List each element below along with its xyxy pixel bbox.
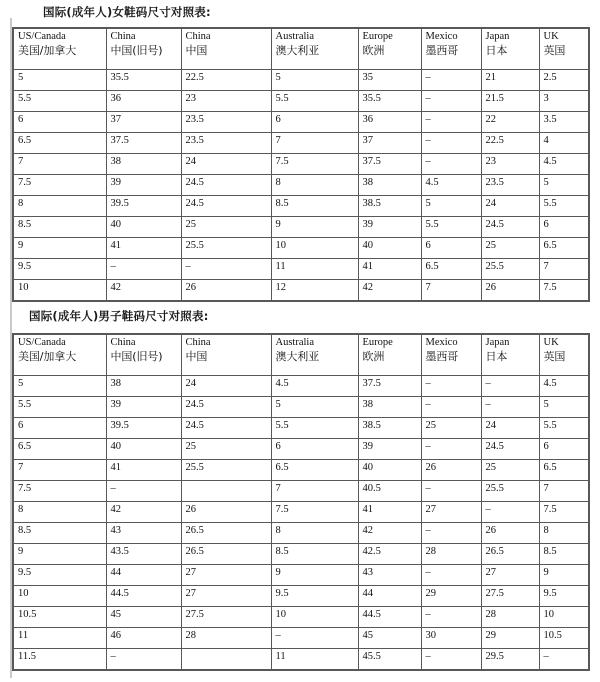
table-cell: 6 (13, 112, 106, 133)
table-cell: 6.5 (13, 439, 106, 460)
table-cell: 8 (539, 523, 589, 544)
table-cell: 46 (106, 628, 181, 649)
table-cell: 42.5 (358, 544, 421, 565)
column-header-en: Australia (275, 337, 314, 348)
table-cell: 11 (271, 649, 358, 671)
table-cell: 39 (106, 175, 181, 196)
table-cell: 5.5 (539, 196, 589, 217)
table-cell: 25 (481, 460, 539, 481)
column-header-men-0 (13, 334, 106, 376)
table-cell: 38 (106, 154, 181, 175)
table-cell: 7 (271, 133, 358, 154)
table-cell: 5.5 (13, 91, 106, 112)
table-cell: 22.5 (481, 133, 539, 154)
column-header-women-6 (481, 28, 539, 70)
table-cell: 43.5 (106, 544, 181, 565)
table-cell: 4.5 (539, 154, 589, 175)
table-cell: 41 (106, 238, 181, 259)
column-header-en: Australia (275, 31, 314, 42)
table-cell: – (539, 649, 589, 671)
table-cell: – (421, 133, 481, 154)
table-cell: 39 (358, 439, 421, 460)
table-cell: 6 (421, 238, 481, 259)
table-cell: 25 (181, 217, 271, 238)
table-cell: 25.5 (481, 481, 539, 502)
table-cell: 26 (181, 280, 271, 302)
column-header-cn: 英国 (543, 43, 566, 57)
table-cell: – (421, 649, 481, 671)
table-cell: 36 (106, 91, 181, 112)
table-cell: 25.5 (181, 460, 271, 481)
table-cell: 44.5 (358, 607, 421, 628)
table-cell: 38 (358, 397, 421, 418)
table-cell: 8.5 (271, 544, 358, 565)
column-header-women-1 (106, 28, 181, 70)
table-cell: 42 (358, 523, 421, 544)
table-cell: 24 (181, 154, 271, 175)
table-cell: 40.5 (358, 481, 421, 502)
column-header-women-0 (13, 28, 106, 70)
table-cell: – (271, 628, 358, 649)
table-header-women (13, 28, 589, 70)
table-cell: 24.5 (481, 217, 539, 238)
table-cell: 23.5 (181, 133, 271, 154)
table-row (13, 112, 589, 133)
table-cell: 39 (358, 217, 421, 238)
table-cell: – (481, 376, 539, 397)
table-cell: 5 (539, 175, 589, 196)
column-header-men-5 (421, 334, 481, 376)
table-cell: 8.5 (13, 523, 106, 544)
table-cell: – (421, 376, 481, 397)
page-title-men: 国际(成年人)男子鞋码尺寸对照表: (29, 309, 209, 323)
column-header-en: Japan (485, 31, 510, 42)
table-cell: – (106, 649, 181, 671)
table-row (13, 259, 589, 280)
table-cell: 6.5 (13, 133, 106, 154)
table-cell: 5 (539, 397, 589, 418)
table-cell: – (421, 70, 481, 91)
table-cell: – (106, 481, 181, 502)
table-cell: 24 (481, 418, 539, 439)
table-row (13, 523, 589, 544)
table-cell: 24.5 (481, 439, 539, 460)
table-cell: 8 (13, 196, 106, 217)
table-row (13, 280, 589, 302)
column-header-men-3 (271, 334, 358, 376)
table-cell: 6.5 (539, 460, 589, 481)
table-cell: 37.5 (358, 154, 421, 175)
column-header-en: China (110, 31, 136, 42)
column-header-en: China (110, 337, 136, 348)
table-cell: 22 (481, 112, 539, 133)
table-cell: 9 (271, 217, 358, 238)
table-cell: 9 (539, 565, 589, 586)
column-header-men-1 (106, 334, 181, 376)
table-row (13, 70, 589, 91)
table-cell: 24.5 (181, 175, 271, 196)
table-cell: 9 (13, 544, 106, 565)
column-header-cn: 中国(旧号) (110, 349, 163, 363)
table-body-men (13, 376, 589, 671)
table-cell: 5 (271, 70, 358, 91)
table-cell: 37.5 (106, 133, 181, 154)
column-header-women-4 (358, 28, 421, 70)
column-header-cn: 美国/加拿大 (18, 349, 77, 363)
table-cell: – (481, 397, 539, 418)
table-cell: 6 (271, 439, 358, 460)
column-header-cn: 澳大利亚 (275, 349, 320, 363)
table-cell: 6.5 (421, 259, 481, 280)
column-header-cn: 欧洲 (362, 43, 385, 57)
table-cell: 9.5 (539, 586, 589, 607)
table-cell: 7.5 (539, 280, 589, 302)
table-row (13, 565, 589, 586)
column-header-cn: 中国(旧号) (110, 43, 163, 57)
table-cell: 27 (181, 565, 271, 586)
table-cell: 45 (358, 628, 421, 649)
table-cell: 35.5 (106, 70, 181, 91)
table-header-men (13, 334, 589, 376)
table-cell: 8 (271, 175, 358, 196)
table-body-women (13, 70, 589, 302)
column-header-men-4 (358, 334, 421, 376)
table-cell: 43 (106, 523, 181, 544)
table-cell: 22.5 (181, 70, 271, 91)
table-cell: 30 (421, 628, 481, 649)
table-cell: 38.5 (358, 418, 421, 439)
column-header-en: US/Canada (18, 31, 66, 42)
table-cell: 8.5 (539, 544, 589, 565)
table-row (13, 196, 589, 217)
table-cell: 37 (358, 133, 421, 154)
table-cell: 6.5 (539, 238, 589, 259)
table-cell: 21 (481, 70, 539, 91)
table-cell: 10.5 (539, 628, 589, 649)
table-cell: 44 (358, 586, 421, 607)
table-cell: 27 (181, 586, 271, 607)
table-cell: 4.5 (421, 175, 481, 196)
table-cell: 3.5 (539, 112, 589, 133)
table-cell: 21.5 (481, 91, 539, 112)
table-cell: 8 (13, 502, 106, 523)
table-cell: 29 (481, 628, 539, 649)
table-cell: 5.5 (271, 91, 358, 112)
column-header-cn: 日本 (485, 349, 508, 363)
table-cell: 45 (106, 607, 181, 628)
table-row (13, 154, 589, 175)
table-cell: 6.5 (271, 460, 358, 481)
table-cell: – (421, 91, 481, 112)
table-cell: 38 (358, 175, 421, 196)
table-cell: 6 (271, 112, 358, 133)
table-cell: 23 (181, 91, 271, 112)
table-cell: 42 (358, 280, 421, 302)
table-cell (181, 649, 271, 671)
table-cell: 42 (106, 280, 181, 302)
table-cell: 7.5 (539, 502, 589, 523)
table-cell: 41 (106, 460, 181, 481)
column-header-cn: 美国/加拿大 (18, 43, 77, 57)
table-cell: 7 (421, 280, 481, 302)
table-cell: 26 (181, 502, 271, 523)
table-cell: 12 (271, 280, 358, 302)
table-cell: – (421, 112, 481, 133)
table-cell: 24 (481, 196, 539, 217)
column-header-en: Japan (485, 337, 510, 348)
table-cell: 27.5 (181, 607, 271, 628)
column-header-en: UK (543, 337, 559, 348)
section-women-shoe-sizes (0, 2, 600, 293)
table-cell: 7 (539, 481, 589, 502)
table-cell: 25.5 (181, 238, 271, 259)
column-header-en: China (185, 31, 211, 42)
table-row (13, 544, 589, 565)
table-cell: 2.5 (539, 70, 589, 91)
table-cell: 5.5 (539, 418, 589, 439)
table-cell: 4 (539, 133, 589, 154)
table-cell: 7 (13, 460, 106, 481)
column-header-men-6 (481, 334, 539, 376)
table-cell: 36 (358, 112, 421, 133)
table-cell: 7.5 (13, 481, 106, 502)
column-header-women-3 (271, 28, 358, 70)
column-header-cn: 墨西哥 (425, 349, 459, 363)
table-cell: 27.5 (481, 586, 539, 607)
column-header-en: UK (543, 31, 559, 42)
table-row (13, 238, 589, 259)
table-cell: 10 (271, 607, 358, 628)
table-cell: 10 (13, 586, 106, 607)
column-header-cn: 中国 (185, 43, 208, 57)
table-cell: 27 (481, 565, 539, 586)
table-cell: 11 (271, 259, 358, 280)
table-cell: 37 (106, 112, 181, 133)
table-men-shoe-sizes (12, 333, 590, 671)
table-row (13, 607, 589, 628)
table-cell: 24.5 (181, 397, 271, 418)
table-cell: 28 (421, 544, 481, 565)
table-cell: 4.5 (271, 376, 358, 397)
table-cell: – (421, 154, 481, 175)
table-cell: 5.5 (13, 397, 106, 418)
table-cell: 11 (13, 628, 106, 649)
table-cell: 9 (271, 565, 358, 586)
table-cell: 6 (539, 439, 589, 460)
table-cell: 39.5 (106, 196, 181, 217)
table-cell: 29 (421, 586, 481, 607)
section-men-shoe-sizes (0, 308, 600, 680)
header-row (13, 334, 589, 376)
table-cell: 8 (271, 523, 358, 544)
table-cell: – (181, 259, 271, 280)
table-cell: 5 (13, 70, 106, 91)
table-cell: 10 (13, 280, 106, 302)
table-cell: 8.5 (271, 196, 358, 217)
column-header-en: Mexico (425, 337, 458, 348)
table-cell: – (421, 439, 481, 460)
table-cell: 7.5 (271, 502, 358, 523)
column-header-en: China (185, 337, 211, 348)
column-header-cn: 日本 (485, 43, 508, 57)
table-cell: 6 (13, 418, 106, 439)
column-header-women-2 (181, 28, 271, 70)
table-cell: 35.5 (358, 91, 421, 112)
table-cell: – (421, 481, 481, 502)
table-cell: 41 (358, 259, 421, 280)
header-row (13, 28, 589, 70)
table-row (13, 91, 589, 112)
table-cell: 40 (358, 238, 421, 259)
table-cell: 41 (358, 502, 421, 523)
column-header-men-2 (181, 334, 271, 376)
table-cell: 5 (13, 376, 106, 397)
table-cell: 26 (481, 523, 539, 544)
table-cell: 37.5 (358, 376, 421, 397)
table-cell: 38.5 (358, 196, 421, 217)
table-row (13, 376, 589, 397)
table-cell: 7.5 (13, 175, 106, 196)
column-header-cn: 欧洲 (362, 349, 385, 363)
table-cell: 11.5 (13, 649, 106, 671)
table-cell: 7 (271, 481, 358, 502)
column-header-en: US/Canada (18, 337, 66, 348)
table-cell: 40 (106, 439, 181, 460)
table-cell: 9 (13, 238, 106, 259)
column-header-cn: 英国 (543, 349, 566, 363)
table-row (13, 628, 589, 649)
table-cell: 45.5 (358, 649, 421, 671)
table-row (13, 418, 589, 439)
table-cell: 24.5 (181, 418, 271, 439)
table-row (13, 649, 589, 671)
table-cell: 44.5 (106, 586, 181, 607)
table-cell: 23 (481, 154, 539, 175)
page-title-women: 国际(成年人)女鞋码尺寸对照表: (43, 5, 211, 19)
table-cell: 10 (271, 238, 358, 259)
table-cell: 27 (421, 502, 481, 523)
table-cell: 25.5 (481, 259, 539, 280)
table-row (13, 586, 589, 607)
table-cell: 9.5 (271, 586, 358, 607)
table-row (13, 397, 589, 418)
table-cell: 29.5 (481, 649, 539, 671)
table-cell: 26.5 (481, 544, 539, 565)
table-cell: – (421, 607, 481, 628)
table-cell: – (481, 502, 539, 523)
table-cell: – (421, 523, 481, 544)
table-women-shoe-sizes (12, 27, 590, 302)
table-cell: 26 (481, 280, 539, 302)
table-cell: 44 (106, 565, 181, 586)
table-cell: 5 (421, 196, 481, 217)
table-cell: 6 (539, 217, 589, 238)
table-cell: – (421, 397, 481, 418)
table-cell: 5 (271, 397, 358, 418)
table-row (13, 460, 589, 481)
table-row (13, 481, 589, 502)
table-cell: 38 (106, 376, 181, 397)
column-header-en: Mexico (425, 31, 458, 42)
column-header-cn: 澳大利亚 (275, 43, 320, 57)
table-cell: 8.5 (13, 217, 106, 238)
table-cell: 28 (181, 628, 271, 649)
table-cell: 26 (421, 460, 481, 481)
table-cell: 24.5 (181, 196, 271, 217)
table-cell: 23.5 (181, 112, 271, 133)
column-header-en: Europe (362, 337, 393, 348)
table-cell: 40 (358, 460, 421, 481)
table-cell: – (106, 259, 181, 280)
table-row (13, 217, 589, 238)
table-cell: 24 (181, 376, 271, 397)
table-cell: 40 (106, 217, 181, 238)
column-header-cn: 墨西哥 (425, 43, 459, 57)
table-cell: 42 (106, 502, 181, 523)
table-cell: 10.5 (13, 607, 106, 628)
table-cell: 35 (358, 70, 421, 91)
table-cell: 43 (358, 565, 421, 586)
column-header-women-5 (421, 28, 481, 70)
table-cell: 23.5 (481, 175, 539, 196)
table-cell: 25 (181, 439, 271, 460)
table-cell: 26.5 (181, 523, 271, 544)
table-cell: 7.5 (271, 154, 358, 175)
table-cell: 7 (13, 154, 106, 175)
table-cell: 39.5 (106, 418, 181, 439)
column-header-en: Europe (362, 31, 393, 42)
table-cell: 4.5 (539, 376, 589, 397)
table-row (13, 439, 589, 460)
table-row (13, 502, 589, 523)
table-row (13, 133, 589, 154)
table-cell: 10 (539, 607, 589, 628)
table-cell: 9.5 (13, 259, 106, 280)
table-cell: 3 (539, 91, 589, 112)
table-cell (181, 481, 271, 502)
table-row (13, 175, 589, 196)
table-cell: 5.5 (421, 217, 481, 238)
column-header-women-7 (539, 28, 589, 70)
table-cell: 25 (421, 418, 481, 439)
table-cell: 28 (481, 607, 539, 628)
table-cell: – (421, 565, 481, 586)
table-cell: 26.5 (181, 544, 271, 565)
table-cell: 39 (106, 397, 181, 418)
table-cell: 7 (539, 259, 589, 280)
table-cell: 25 (481, 238, 539, 259)
column-header-men-7 (539, 334, 589, 376)
table-cell: 5.5 (271, 418, 358, 439)
column-header-cn: 中国 (185, 349, 208, 363)
table-cell: 9.5 (13, 565, 106, 586)
